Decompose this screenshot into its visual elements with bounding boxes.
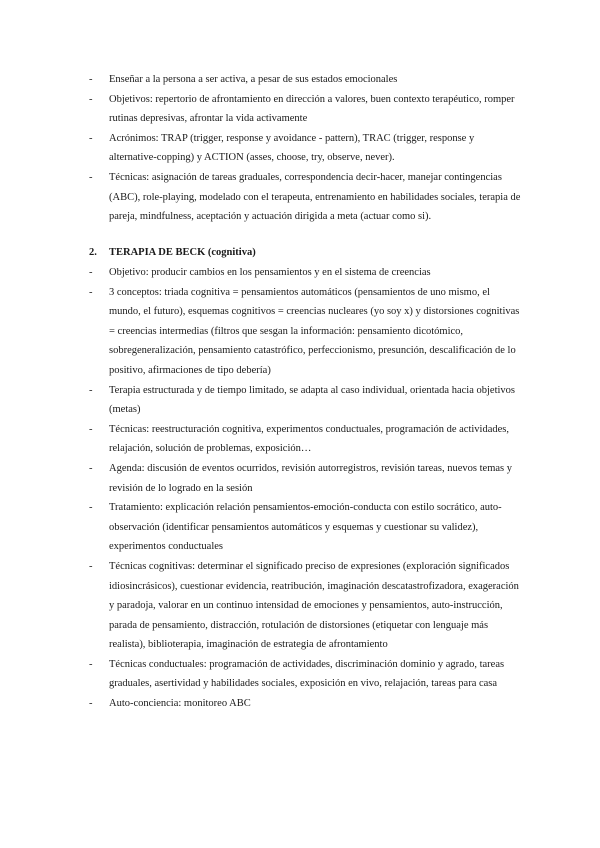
list-item-text: Objetivo: producir cambios en los pensamientos y en el sistema de creencias xyxy=(109,267,431,278)
list-item-text: Objetivos: repertorio de afrontamiento en dirección a valores, buen contexto terapéutico, romper rutinas depresivas, afrontar la vida activamente xyxy=(109,93,515,125)
list-item xyxy=(89,420,521,459)
list-item xyxy=(89,459,521,498)
bullet-dash: - xyxy=(89,502,93,514)
section-heading xyxy=(89,243,256,263)
bullet-dash: - xyxy=(89,658,93,670)
bullet-dash: - xyxy=(89,171,93,183)
bullet-dash: - xyxy=(89,132,93,144)
list-item-text: Auto-conciencia: monitoreo ABC xyxy=(109,698,251,710)
bullet-dash: - xyxy=(89,423,93,435)
bullet-dash: - xyxy=(89,267,93,278)
bullet-list-top xyxy=(89,70,521,227)
list-item xyxy=(89,655,521,694)
list-item-text: Técnicas: asignación de tareas graduales, correspondencia decir-hacer, manejar contingencias (ABC), role-playing, modelado con el terapeuta, entrenamiento en habilidades sociales, terapia de pareja, mindfulness, aceptación y actuación dirigida a meta (actuar como si). xyxy=(109,171,521,223)
list-item xyxy=(89,557,521,655)
bullet-dash: - xyxy=(89,462,93,474)
list-item xyxy=(89,90,521,129)
bullet-dash: - xyxy=(89,74,93,85)
section-number: 2. xyxy=(89,247,97,258)
bullet-dash: - xyxy=(89,560,93,572)
list-item-text: Acrónimos: TRAP (trigger, response y avoidance - pattern), TRAC (trigger, response y alternative-copping) y ACTION (asses, choose, try, observe, never). xyxy=(109,132,475,164)
list-item-text: Enseñar a la persona a ser activa, a pesar de sus estados emocionales xyxy=(109,74,398,85)
bullet-dash: - xyxy=(89,384,93,396)
list-item-text: Técnicas: reestructuración cognitiva, experimentos conductuales, programación de actividades, relajación, solución de problemas, exposición… xyxy=(109,423,510,455)
list-item-text: Técnicas conductuales: programación de actividades, discriminación dominio y agrado, tareas graduales, asertividad y habilidades sociales, exposición en vivo, relajación, tareas para casa xyxy=(109,658,505,690)
list-item xyxy=(89,168,521,227)
list-item xyxy=(89,381,521,420)
list-item-text: Técnicas cognitivas: determinar el significado preciso de expresiones (exploración significados idiosincrásicos), cuestionar evidencia, reatribución, imaginación descatastrofizadora, exageración y paradoja, valorar en un continuo intensidad de emociones y pensamientos, auto-instrucción, parada de pensamiento, distracción, rotulación de distorsiones (etiquetar con lenguaje más realista), biblioterapia, imaginación de estrategia de afrontamiento xyxy=(109,560,519,651)
list-item xyxy=(89,263,521,283)
list-item-text: Tratamiento: explicación relación pensamientos-emoción-conducta con estilo socrático, auto-observación (identificar pensamientos automáticos y esquemas y cuestionar su validez), experimentos conductuales xyxy=(109,502,502,553)
list-item-text: Agenda: discusión de eventos ocurridos, revisión autorregistros, revisión tareas, nuevos temas y revisión de lo logrado en la sesión xyxy=(109,462,512,494)
list-item-text: Terapia estructurada y de tiempo limitado, se adapta al caso individual, orientada hacia objetivos (metas) xyxy=(109,384,515,416)
list-item-text: 3 conceptos: triada cognitiva = pensamientos automáticos (pensamientos de uno mismo, el mundo, el futuro), esquemas cognitivos = creencias nucleares (yo soy x) y distorsiones cognitivas = creencias intermedias (filtros que sesgan la información: pensamiento dicotómico, sobregeneralización, pensamiento catastrófico, perfeccionismo, presunción, descalificación de lo positivo, afirmaciones de tipo debería) xyxy=(109,286,520,376)
list-item xyxy=(89,498,521,557)
bullet-dash: - xyxy=(89,698,93,710)
list-item xyxy=(89,283,521,381)
list-item xyxy=(89,129,521,168)
list-item xyxy=(89,70,521,90)
bullet-dash: - xyxy=(89,286,93,298)
bullet-dash: - xyxy=(89,93,93,105)
list-item xyxy=(89,694,521,714)
section-title: TERAPIA DE BECK (cognitiva) xyxy=(109,247,256,258)
bullet-list-beck xyxy=(89,263,521,714)
